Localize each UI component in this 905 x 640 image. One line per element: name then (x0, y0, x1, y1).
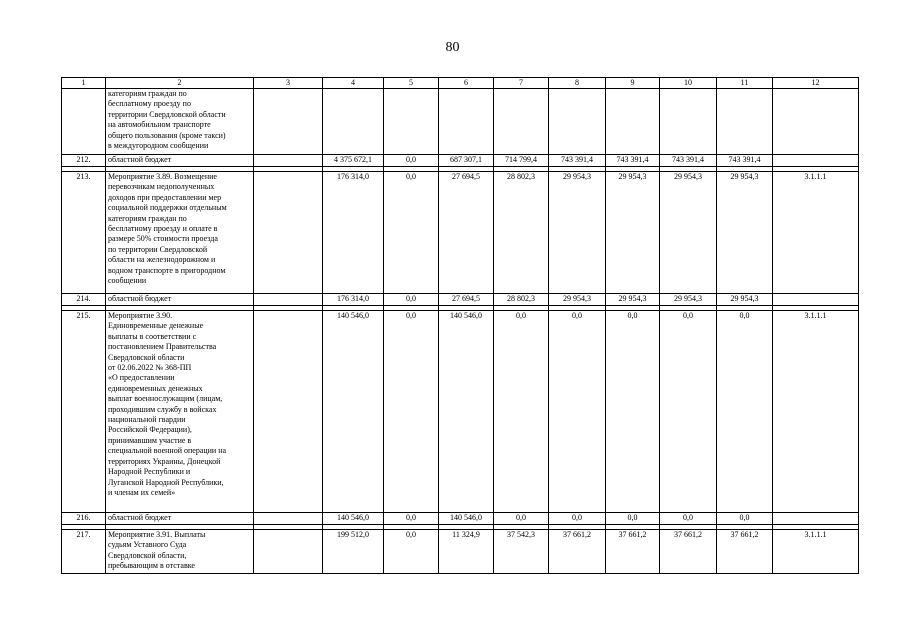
value-cell: 0,0 (384, 155, 439, 167)
value-cell: 0,0 (660, 311, 717, 513)
value-cell (254, 155, 323, 167)
value-cell: 0,0 (549, 513, 606, 525)
value-cell (549, 89, 606, 155)
value-cell: 140 546,0 (439, 513, 494, 525)
value-cell: 0,0 (384, 172, 439, 294)
table-row (62, 89, 859, 155)
row-number: 217. (62, 530, 106, 574)
value-cell (254, 530, 323, 574)
column-header: 4 (323, 78, 384, 89)
value-cell (606, 89, 660, 155)
value-cell: 28 802,3 (494, 294, 549, 306)
column-header: 9 (606, 78, 660, 89)
row-number: 215. (62, 311, 106, 513)
value-cell: 140 546,0 (439, 311, 494, 513)
row-number (62, 89, 106, 155)
value-cell: 0,0 (384, 294, 439, 306)
value-cell: 0,0 (384, 530, 439, 574)
column-header: 12 (773, 78, 859, 89)
row-number: 212. (62, 155, 106, 167)
value-cell: 140 546,0 (323, 311, 384, 513)
value-cell: 0,0 (494, 311, 549, 513)
value-cell (254, 311, 323, 513)
table-row (62, 294, 859, 306)
value-cell: 743 391,4 (717, 155, 773, 167)
row-description: областной бюджет (106, 294, 254, 306)
value-cell: 743 391,4 (606, 155, 660, 167)
value-cell: 687 307,1 (439, 155, 494, 167)
value-cell: 176 314,0 (323, 294, 384, 306)
value-cell: 0,0 (717, 513, 773, 525)
value-cell: 29 954,3 (606, 294, 660, 306)
value-cell: 0,0 (384, 513, 439, 525)
value-cell: 37 542,3 (494, 530, 549, 574)
value-cell (254, 294, 323, 306)
value-cell: 27 694,5 (439, 294, 494, 306)
target-code-cell: 3.1.1.1 (773, 172, 859, 294)
table-row (62, 311, 859, 513)
value-cell: 28 802,3 (494, 172, 549, 294)
value-cell: 29 954,3 (660, 172, 717, 294)
value-cell: 37 661,2 (549, 530, 606, 574)
value-cell: 37 661,2 (660, 530, 717, 574)
row-description: областной бюджет (106, 155, 254, 167)
value-cell: 11 324,9 (439, 530, 494, 574)
value-cell: 0,0 (606, 513, 660, 525)
value-cell: 0,0 (549, 311, 606, 513)
value-cell: 0,0 (494, 513, 549, 525)
column-header: 10 (660, 78, 717, 89)
row-description: Мероприятие 3.90. Единовременные денежные выплаты в соответствии с постановлением Правительства Свердловской области от 02.06.2022 № 368-ПП «О предоставлении единовременных денежных выплат военнослужащим (лицам, проходившим службу в войсках национальной гвардии Российской Федерации), принимавшим участие в специальной военной операции на территориях Украины, Донецкой Народной Республики и Луганской Народной Республики, и членам их семей» (106, 311, 254, 513)
value-cell: 0,0 (660, 513, 717, 525)
column-header: 5 (384, 78, 439, 89)
value-cell: 0,0 (384, 311, 439, 513)
column-header: 6 (439, 78, 494, 89)
value-cell (439, 89, 494, 155)
budget-table (61, 77, 859, 574)
value-cell: 29 954,3 (549, 294, 606, 306)
value-cell: 0,0 (717, 311, 773, 513)
column-header: 3 (254, 78, 323, 89)
value-cell: 140 546,0 (323, 513, 384, 525)
value-cell (254, 172, 323, 294)
row-number: 216. (62, 513, 106, 525)
row-description: Мероприятие 3.91. Выплаты судьям Уставного Суда Свердловской области, пребывающим в отставке (106, 530, 254, 574)
value-cell: 714 799,4 (494, 155, 549, 167)
page-number: 80 (445, 40, 460, 55)
value-cell: 4 375 672,1 (323, 155, 384, 167)
value-cell (494, 89, 549, 155)
row-description: категориям граждан по бесплатному проезду по территории Свердловской области на автомобильном транспорте общего пользования (кроме такси) в междугородном сообщении (106, 89, 254, 155)
value-cell (254, 89, 323, 155)
value-cell: 743 391,4 (549, 155, 606, 167)
row-description: областной бюджет (106, 513, 254, 525)
target-code-cell: 3.1.1.1 (773, 530, 859, 574)
row-number: 213. (62, 172, 106, 294)
value-cell: 29 954,3 (660, 294, 717, 306)
target-code-cell (773, 155, 859, 167)
value-cell (717, 89, 773, 155)
table-row (62, 530, 859, 574)
value-cell (323, 89, 384, 155)
row-description: Мероприятие 3.89. Возмещение перевозчикам недополученных доходов при предоставлении мер социальной поддержки отдельным категориям граждан по бесплатному проезду и оплате в размере 50% стоимости проезда по территории Свердловской области на железнодорожном и водном транспорте в пригородном сообщении (106, 172, 254, 294)
value-cell (384, 89, 439, 155)
column-header: 8 (549, 78, 606, 89)
value-cell: 27 694,5 (439, 172, 494, 294)
column-header: 7 (494, 78, 549, 89)
target-code-cell (773, 294, 859, 306)
value-cell: 29 954,3 (549, 172, 606, 294)
value-cell: 0,0 (606, 311, 660, 513)
target-code-cell: 3.1.1.1 (773, 311, 859, 513)
value-cell: 29 954,3 (717, 172, 773, 294)
value-cell: 29 954,3 (606, 172, 660, 294)
value-cell: 199 512,0 (323, 530, 384, 574)
value-cell: 37 661,2 (717, 530, 773, 574)
target-code-cell (773, 89, 859, 155)
value-cell: 176 314,0 (323, 172, 384, 294)
table-row (62, 513, 859, 525)
header-row (62, 78, 859, 89)
value-cell: 29 954,3 (717, 294, 773, 306)
value-cell (660, 89, 717, 155)
column-header: 11 (717, 78, 773, 89)
value-cell: 37 661,2 (606, 530, 660, 574)
table-row (62, 172, 859, 294)
column-header: 1 (62, 78, 106, 89)
target-code-cell (773, 513, 859, 525)
column-header: 2 (106, 78, 254, 89)
table-row (62, 155, 859, 167)
row-number: 214. (62, 294, 106, 306)
value-cell (254, 513, 323, 525)
value-cell: 743 391,4 (660, 155, 717, 167)
